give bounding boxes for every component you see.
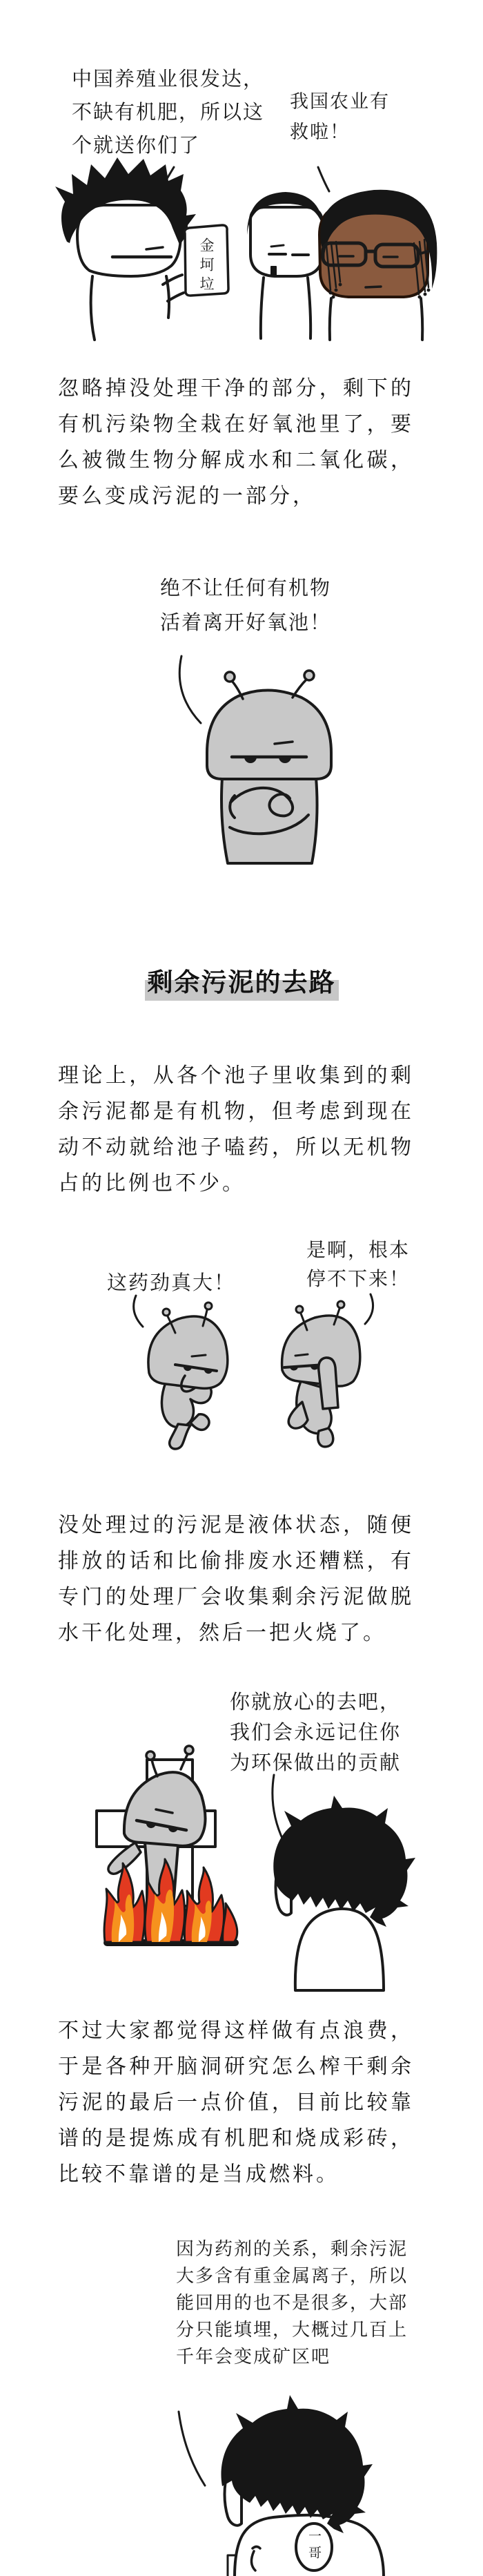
bubble-line: 个就送你们了 xyxy=(72,133,201,157)
sitting-man-back-view xyxy=(221,2395,384,2576)
section-header-title: 剩余污泥的去路 xyxy=(147,968,336,997)
bubble-line: 分只能填埋，大概过几百上 xyxy=(176,2320,408,2340)
speech-bubble-gift-left xyxy=(72,62,264,162)
bubble-line: 救啦！ xyxy=(290,122,350,143)
fire-icon xyxy=(103,1859,239,1946)
bubble-line: 你就放心的去吧， xyxy=(230,1690,402,1713)
bubble-line: 因为药剂的关系，剩余污泥 xyxy=(176,2239,408,2260)
speech-bubble-landfill xyxy=(176,2236,408,2371)
narration-paragraph-3: 没处理过的污泥是液体状态，随便排放的话和比偷排废水还糟糕，有专门的处理厂会收集剩余污泥做脱水干化处理，然后一把火烧了。 xyxy=(58,1513,414,1645)
microbe-guard-character xyxy=(207,671,331,863)
drugged-microbe-right xyxy=(282,1301,360,1447)
speech-bubble-drug-left xyxy=(107,1266,235,1299)
narration-paragraph-4: 不过大家都觉得这样做有点浪费，于是各种开脑洞研究怎么榨干剩余污泥的最后一点价值，目前比较靠谱的是提炼成有机肥和烧成彩砖，比较不靠谱的是当成燃料。 xyxy=(58,2019,414,2186)
bubble-line: 我们会永远记住你 xyxy=(230,1720,402,1744)
braided-hair-man-with-glasses xyxy=(319,190,437,340)
bubble-line: 是啊，根本 xyxy=(306,1238,411,1261)
speech-bubble-microbe-guard xyxy=(160,570,331,640)
bubble-line: 能回用的也不是很多，大部 xyxy=(176,2293,408,2314)
narration-paragraph-1: 忽略掉没处理干净的部分，剩下的有机污染物全栽在好氧池里了，要么被微生物分解成水和二氧化碳，要么变成污泥的一部分， xyxy=(58,376,414,508)
back-badge-label: 一哥 xyxy=(306,2529,322,2562)
speech-bubble-drug-right xyxy=(306,1236,410,1294)
bubble-line: 我国农业有 xyxy=(290,91,390,113)
fertilizer-bag-label: 金坷垃 xyxy=(198,238,215,296)
bubble-line: 停不下来！ xyxy=(306,1267,411,1290)
black-hair-man-back-view xyxy=(273,1796,415,1990)
bubble-line: 绝不让任何有机物 xyxy=(160,576,332,599)
speech-bubble-gift-right xyxy=(290,87,390,148)
bubble-line: 千年会变成矿区吧 xyxy=(176,2347,331,2367)
cap-hair-man xyxy=(247,192,324,338)
bubble-line: 不缺有机肥，所以这 xyxy=(72,100,265,124)
bubble-line: 中国养殖业很发达， xyxy=(72,67,265,90)
bubble-line: 为环保做出的贡献 xyxy=(230,1751,402,1774)
bubble-line: 活着离开好氧池！ xyxy=(160,611,332,634)
bubble-line: 这药劲真大！ xyxy=(107,1271,236,1294)
speech-bubble-incineration xyxy=(230,1686,401,1778)
drugged-microbe-left xyxy=(148,1303,228,1449)
narration-paragraph-2: 理论上，从各个池子里收集到的剩余污泥都是有机物，但考虑到现在动不动就给池子嗑药，所以无机物占的比例也不少。 xyxy=(58,1064,414,1195)
bubble-line: 大多含有重金属离子，所以 xyxy=(176,2266,408,2287)
